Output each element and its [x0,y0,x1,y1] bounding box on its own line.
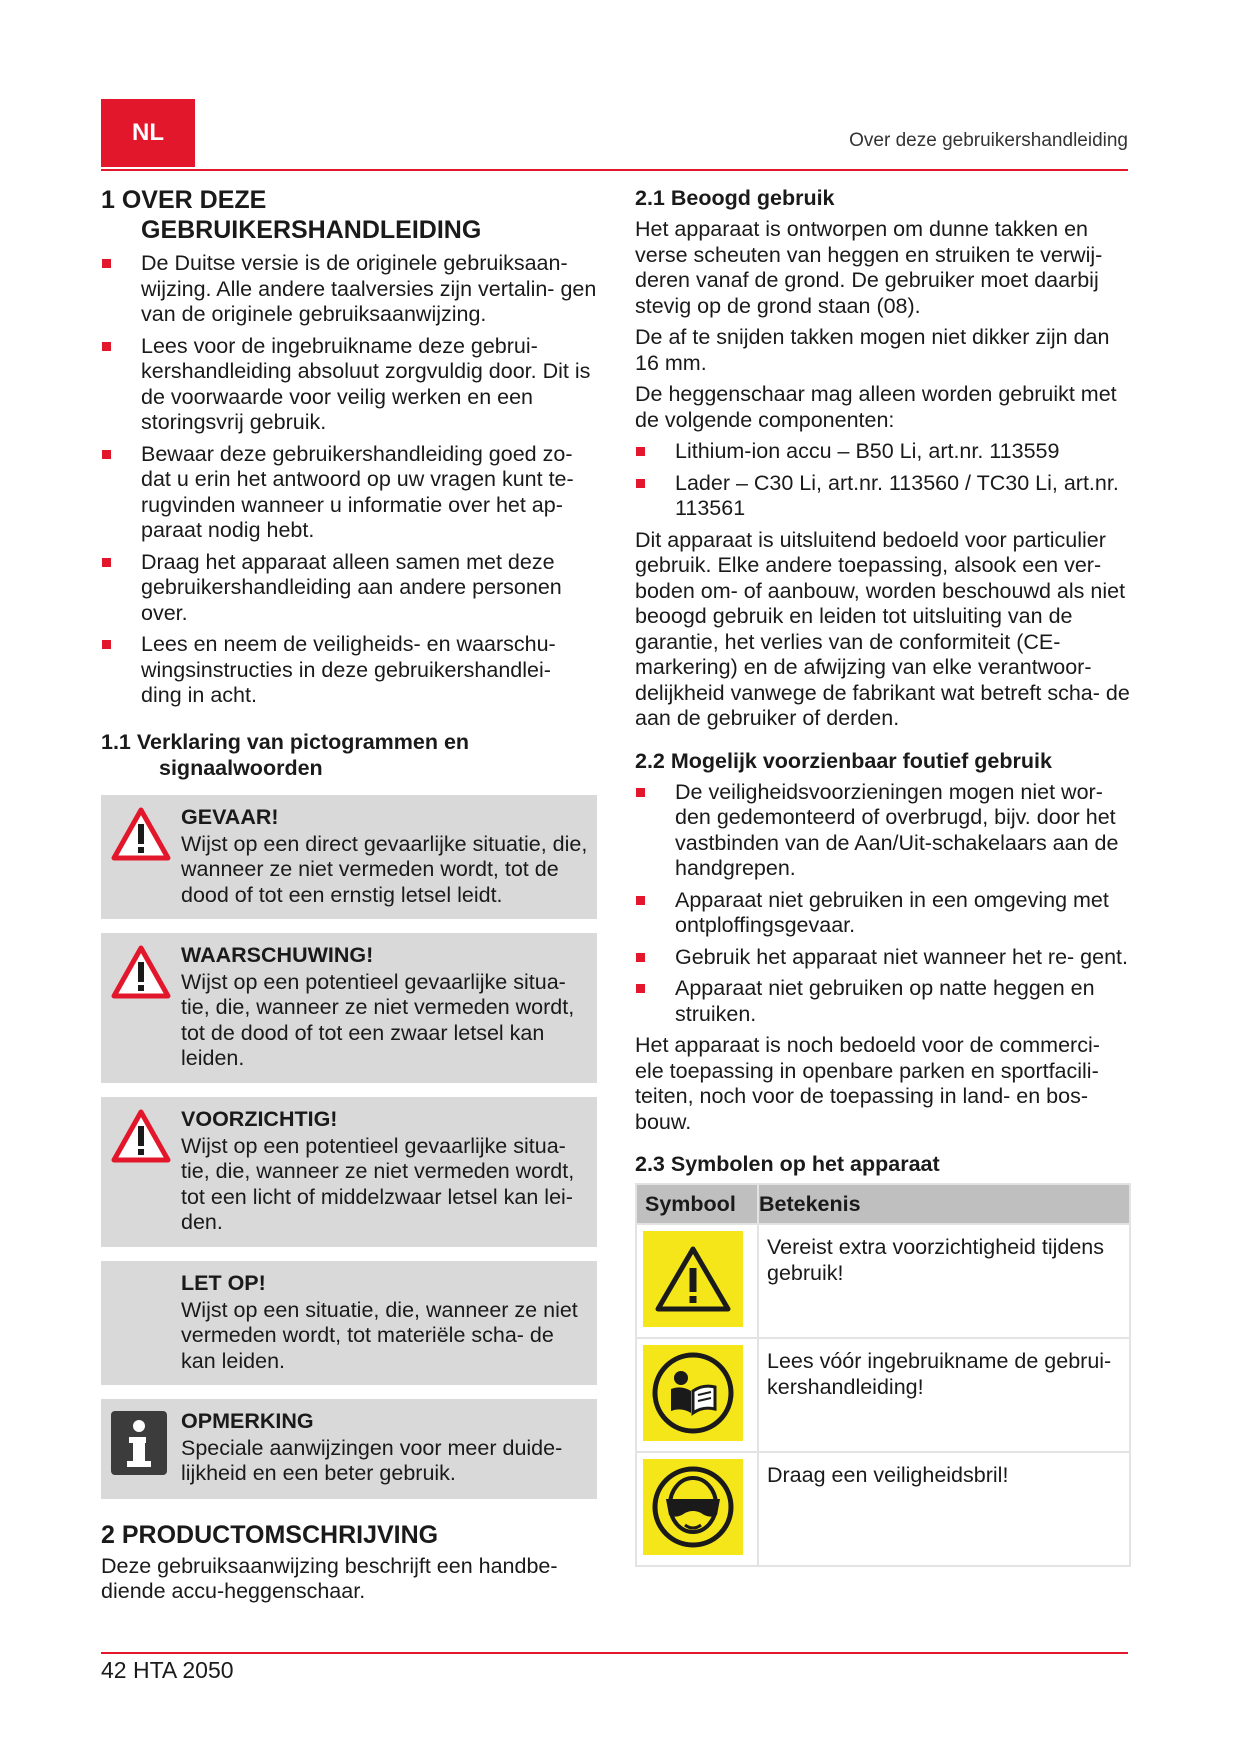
language-tab: NL [101,99,195,167]
symbol-meaning: Vereist extra voorzichtigheid tijdens gebruik! [758,1224,1130,1338]
notice-danger: GEVAAR! Wijst op een direct gevaarlijke situatie, die, wanneer ze niet vermeden wordt, tot de dood of tot een ernstig letsel leidt. [101,795,597,919]
section-1-list [101,251,597,709]
warning-triangle-icon [111,807,171,866]
section-2-2-heading: 2.2 Mogelijk voorzienbaar foutief gebruik [635,748,1052,773]
symbol-meaning: Draag een veiligheidsbril! [758,1452,1130,1566]
table-row [636,1338,1130,1452]
paragraph: Het apparaat is noch bedoeld voor de commerci- ele toepassing in openbare parken en sportfacili- teiten, noch voor de toepassing in land- en bos- bouw. [635,1033,1100,1134]
paragraph: Dit apparaat is uitsluitend bedoeld voor particulier gebruik. Elke andere toepassing, alsook een ver- boden om- of aanbouw, worden beschouwd als niet beoogd gebruik en leiden tot uitsluiting van de garantie, het verlies van de conformiteit (CE- markering) en de afwijzing van elke verantwoor- delijkheid vanwege de fabrikant wat betreft scha- de aan de gebruiker of derden. [635,527,1130,730]
right-column [635,180,1131,1567]
list-item: Apparaat niet gebruiken in een omgeving met ontploffingsgevaar. [635,888,1131,939]
components-list [635,439,1131,522]
table-header-row [636,1184,1130,1224]
notice-attention: LET OP! Wijst op een situatie, die, wanneer ze niet vermeden wordt, tot materiële scha- de kan leiden. [101,1261,597,1385]
read-manual-icon [643,1345,743,1441]
footer-divider [101,1652,1128,1654]
symbol-meaning: Lees vóór ingebruikname de gebrui- kershandleiding! [758,1338,1130,1452]
notice-warning: WAARSCHUWING! Wijst op een potentieel gevaarlijke situa- tie, die, wanneer ze niet vermeden wordt, tot de dood of tot een zwaar letsel kan leiden. [101,933,597,1083]
list-item: Bewaar deze gebruikershandleiding goed zo- dat u erin het antwoord op uw vragen kunt te- rugvinden wanneer u informatie over het ap- paraat nodig hebt. [101,442,597,544]
notice-note: OPMERKING Speciale aanwijzingen voor meer duide- lijkheid en een beter gebruik. [101,1399,597,1499]
list-item: Apparaat niet gebruiken op natte heggen en struiken. [635,976,1131,1027]
list-item: De Duitse versie is de originele gebruiksaan- wijzing. Alle andere taalversies zijn vertalin- gen van de originele gebruiksaanwijzing. [101,251,597,328]
section-2-3-heading: 2.3 Symbolen op het apparaat [635,1152,940,1176]
list-item: Lithium-ion accu – B50 Li, art.nr. 113559 [635,439,1131,465]
section-1-heading: 1 OVER DEZE GEBRUIKERSHANDLEIDING [101,186,482,244]
running-header: Over deze gebruikershandleiding [849,130,1128,151]
symbols-table [635,1183,1131,1567]
table-row [636,1224,1130,1338]
paragraph: Het apparaat is ontworpen om dunne takken en verse scheuten van heggen en struiken te verwij- deren vanaf de grond. De gebruiker moet daarbij stevig op de grond staan (08). [635,217,1103,318]
list-item: Gebruik het apparaat niet wanneer het re- gent. [635,945,1131,971]
section-1-1-heading: 1.1 Verklaring van pictogrammen en signaalwoorden [101,729,470,780]
table-row [636,1452,1130,1566]
left-column [101,180,597,1611]
column-header-symbol: Symbool [636,1184,758,1224]
paragraph: De af te snijden takken mogen niet dikker zijn dan 16 mm. [635,325,1110,375]
warning-triangle-icon [111,1109,171,1168]
section-2-1-heading: 2.1 Beoogd gebruik [635,186,835,210]
notice-caution: VOORZICHTIG! Wijst op een potentieel gevaarlijke situa- tie, die, wanneer ze niet vermeden wordt, tot een licht of middelzwaar letsel kan lei- den. [101,1097,597,1247]
section-2-heading: 2 PRODUCTOMSCHRIJVING [101,1520,439,1549]
misuse-list [635,780,1131,1028]
column-header-meaning: Betekenis [758,1184,1130,1224]
list-item: Draag het apparaat alleen samen met deze gebruikershandleiding aan andere personen over. [101,550,597,627]
list-item: Lader – C30 Li, art.nr. 113560 / TC30 Li, art.nr. 113561 [635,471,1131,522]
header-divider [101,169,1128,171]
caution-triangle-icon [643,1231,743,1327]
warning-triangle-icon [111,945,171,1004]
list-item: Lees en neem de veiligheids- en waarschu- wingsinstructies in deze gebruikershandlei- ding in acht. [101,632,597,709]
info-icon [111,1411,167,1480]
safety-goggles-icon [643,1459,743,1555]
section-2-text: Deze gebruiksaanwijzing beschrijft een handbe- diende accu-heggenschaar. [101,1553,558,1603]
list-item: De veiligheidsvoorzieningen mogen niet wor- den gedemonteerd of overbrugd, bijv. door het vastbinden van de Aan/Uit-schakelaars aan de handgrepen. [635,780,1131,882]
list-item: Lees voor de ingebruikname deze gebrui- kershandleiding absoluut zorgvuldig door. Dit is de voorwaarde voor veilig werken en een storingsvrij gebruik. [101,334,597,436]
page-footer: 42 HTA 2050 [101,1657,234,1683]
paragraph: De heggenschaar mag alleen worden gebruikt met de volgende componenten: [635,382,1117,432]
